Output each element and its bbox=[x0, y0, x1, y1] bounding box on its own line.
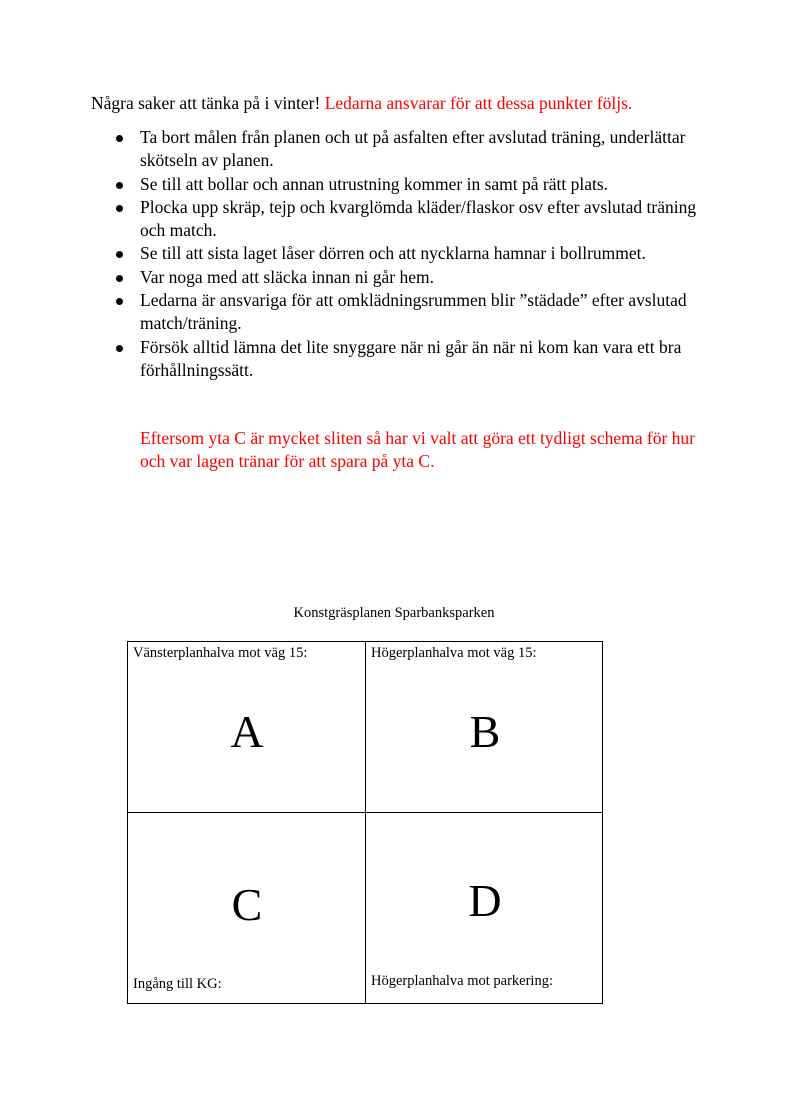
field-area-b bbox=[366, 642, 604, 813]
bullet-icon bbox=[116, 182, 123, 189]
list-item-text: Ledarna är ansvariga för att omklädningsrummen blir ”städade” efter avslutad match/träning. bbox=[140, 290, 687, 334]
bullet-icon bbox=[116, 298, 123, 305]
list-item bbox=[140, 289, 700, 336]
list-item-text: Ta bort målen från planen och ut på asfalten efter avslutad träning, underlättar skötseln av planen. bbox=[140, 127, 686, 171]
winter-checklist bbox=[140, 126, 700, 382]
list-item bbox=[140, 336, 700, 383]
list-item-text: Försök alltid lämna det lite snyggare när ni går än när ni kom kan vara ett bra förhållningssätt. bbox=[140, 336, 682, 380]
list-item-text: Var noga med att släcka innan ni går hem. bbox=[140, 266, 434, 287]
intro-lead: Några saker att tänka på i vinter! bbox=[91, 93, 321, 113]
list-item bbox=[140, 126, 700, 173]
field-area-letter: B bbox=[469, 706, 501, 757]
field-area-label: Ingång till KG: bbox=[133, 976, 222, 992]
field-area-letter: D bbox=[468, 875, 502, 926]
field-area-label: Högerplanhalva mot väg 15: bbox=[371, 645, 537, 661]
list-item-text: Se till att sista laget låser dörren och att nycklarna hamnar i bollrummet. bbox=[140, 243, 646, 264]
list-item bbox=[140, 173, 700, 196]
field-map-title bbox=[0, 604, 786, 622]
bullet-icon bbox=[116, 345, 123, 352]
list-item bbox=[140, 196, 700, 243]
field-map-grid bbox=[127, 641, 603, 1004]
intro-paragraph bbox=[91, 92, 632, 115]
field-area-a bbox=[128, 642, 366, 813]
field-area-letter: C bbox=[231, 879, 263, 930]
bullet-icon bbox=[116, 251, 123, 258]
field-area-label: Högerplanhalva mot parkering: bbox=[371, 973, 553, 989]
field-area-label: Vänsterplanhalva mot väg 15: bbox=[133, 645, 308, 661]
list-item bbox=[140, 266, 700, 289]
list-item-text: Se till att bollar och annan utrustning kommer in samt på rätt plats. bbox=[140, 173, 609, 194]
area-c-note: Eftersom yta C är mycket sliten så har vi valt att göra ett tydligt schema för hur och var lagen tränar för att spara på yta C. bbox=[140, 428, 695, 472]
bullet-icon bbox=[116, 275, 123, 282]
bullet-icon bbox=[116, 205, 123, 212]
field-area-c bbox=[128, 813, 366, 1003]
list-item-text: Plocka upp skräp, tejp och kvarglömda kläder/flaskor osv efter avslutad träning och match. bbox=[140, 196, 697, 241]
field-map-title-text: Konstgräsplanen Sparbanksparken bbox=[293, 605, 495, 621]
field-area-letter: A bbox=[230, 706, 264, 757]
bullet-icon bbox=[116, 135, 123, 142]
list-item bbox=[140, 242, 700, 265]
field-area-d bbox=[366, 813, 604, 1003]
intro-emphasis: Ledarna ansvarar för att dessa punkter följs. bbox=[324, 93, 633, 113]
